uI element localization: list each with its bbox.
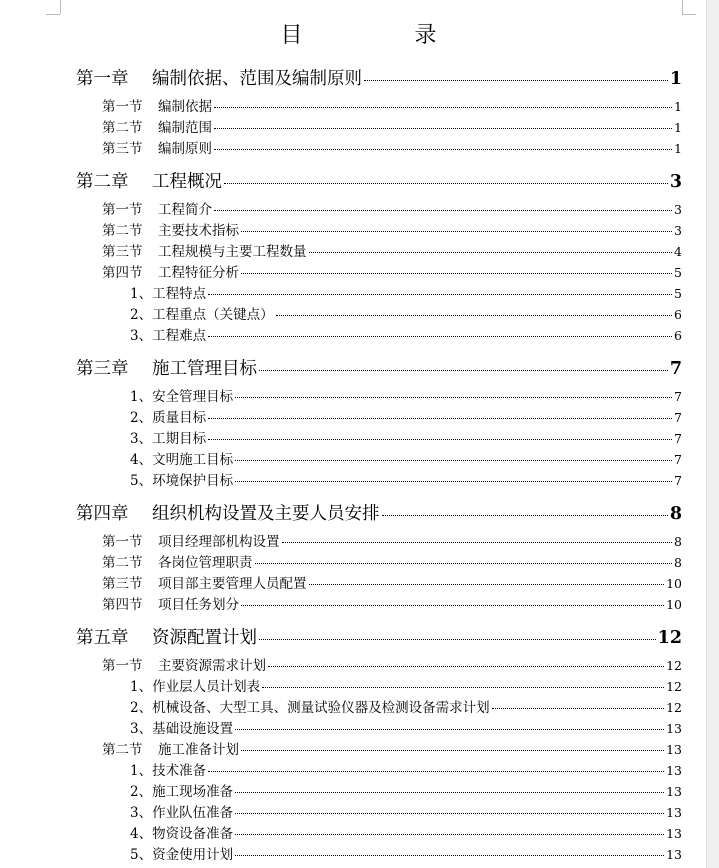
dot-leader bbox=[259, 370, 668, 371]
toc-page-number: 1 bbox=[674, 141, 682, 156]
title-char-left: 目 bbox=[280, 23, 305, 48]
toc-item[interactable] bbox=[76, 781, 682, 802]
title-char-right: 录 bbox=[414, 23, 439, 48]
toc-title: 编制依据、范围及编制原则 bbox=[152, 69, 362, 89]
dot-leader bbox=[382, 515, 668, 516]
table-of-contents bbox=[76, 60, 682, 865]
dot-leader bbox=[235, 481, 672, 482]
toc-page-number: 12 bbox=[666, 679, 682, 694]
toc-page-number: 13 bbox=[666, 721, 682, 736]
toc-page-number: 7 bbox=[674, 473, 682, 488]
toc-chapter[interactable] bbox=[76, 621, 682, 655]
toc-title: 1、安全管理目标 bbox=[130, 389, 234, 405]
dot-leader bbox=[235, 834, 664, 835]
toc-page-number: 5 bbox=[674, 286, 682, 301]
toc-section[interactable] bbox=[76, 739, 682, 760]
dot-leader bbox=[364, 80, 668, 81]
dot-leader bbox=[214, 107, 672, 108]
toc-item[interactable] bbox=[76, 676, 682, 697]
toc-number: 第二节 bbox=[102, 223, 143, 239]
toc-title: 主要技术指标 bbox=[158, 223, 239, 239]
toc-title: 各岗位管理职责 bbox=[158, 555, 253, 571]
toc-section[interactable] bbox=[76, 552, 682, 573]
toc-page-number: 7 bbox=[674, 452, 682, 467]
dot-leader bbox=[235, 813, 664, 814]
toc-number: 第三节 bbox=[102, 141, 143, 157]
toc-number: 第一节 bbox=[102, 202, 143, 218]
toc-title: 2、施工现场准备 bbox=[130, 784, 234, 800]
toc-item[interactable] bbox=[76, 823, 682, 844]
toc-title: 3、工期目标 bbox=[130, 431, 207, 447]
toc-page-number: 7 bbox=[674, 410, 682, 425]
toc-number: 第二章 bbox=[76, 172, 129, 192]
toc-number: 第一节 bbox=[102, 658, 143, 674]
toc-number: 第二节 bbox=[102, 120, 143, 136]
crop-mark bbox=[682, 14, 696, 15]
dot-leader bbox=[259, 639, 656, 640]
toc-title: 施工管理目标 bbox=[152, 359, 257, 379]
toc-title: 2、机械设备、大型工具、测量试验仪器及检测设备需求计划 bbox=[130, 700, 490, 716]
toc-page-number: 10 bbox=[666, 576, 682, 591]
toc-number: 第二节 bbox=[102, 742, 143, 758]
dot-leader bbox=[214, 149, 672, 150]
toc-title: 1、工程特点 bbox=[130, 286, 207, 302]
dot-leader bbox=[235, 397, 672, 398]
toc-number: 第三节 bbox=[102, 244, 143, 260]
dot-leader bbox=[241, 231, 672, 232]
toc-section[interactable] bbox=[76, 138, 682, 159]
toc-title: 主要资源需求计划 bbox=[158, 658, 266, 674]
crop-mark bbox=[682, 0, 683, 14]
toc-chapter[interactable] bbox=[76, 352, 682, 386]
dot-leader bbox=[235, 855, 664, 856]
toc-section[interactable] bbox=[76, 655, 682, 676]
toc-page-number: 1 bbox=[669, 69, 682, 89]
toc-item[interactable] bbox=[76, 449, 682, 470]
toc-page-number: 3 bbox=[669, 172, 682, 192]
toc-page-number: 13 bbox=[666, 826, 682, 841]
toc-section[interactable] bbox=[76, 117, 682, 138]
toc-title: 2、质量目标 bbox=[130, 410, 207, 426]
dot-leader bbox=[214, 210, 672, 211]
toc-number: 第四节 bbox=[102, 265, 143, 281]
toc-page-number: 13 bbox=[666, 847, 682, 862]
toc-page-number: 7 bbox=[669, 359, 682, 379]
dot-leader bbox=[309, 584, 665, 585]
toc-title: 编制范围 bbox=[158, 120, 212, 136]
toc-title: 3、作业队伍准备 bbox=[130, 805, 234, 821]
crop-mark bbox=[60, 0, 61, 14]
toc-title: 2、工程重点（关键点） bbox=[130, 307, 274, 323]
toc-page-number: 8 bbox=[669, 504, 682, 524]
toc-item[interactable] bbox=[76, 844, 682, 865]
dot-leader bbox=[282, 542, 673, 543]
page-title bbox=[0, 18, 719, 49]
toc-page-number: 1 bbox=[674, 99, 682, 114]
toc-section[interactable] bbox=[76, 96, 682, 117]
toc-title: 工程规模与主要工程数量 bbox=[158, 244, 307, 260]
toc-page-number: 1 bbox=[674, 120, 682, 135]
toc-title: 工程概况 bbox=[152, 172, 222, 192]
toc-title: 3、工程难点 bbox=[130, 328, 207, 344]
dot-leader bbox=[214, 128, 672, 129]
toc-item[interactable] bbox=[76, 407, 682, 428]
toc-item[interactable] bbox=[76, 802, 682, 823]
toc-section[interactable] bbox=[76, 594, 682, 615]
toc-page-number: 7 bbox=[674, 431, 682, 446]
toc-chapter[interactable] bbox=[76, 497, 682, 531]
toc-page-number: 5 bbox=[674, 265, 682, 280]
toc-page-number: 13 bbox=[666, 805, 682, 820]
scrollbar[interactable] bbox=[706, 0, 719, 868]
toc-section[interactable] bbox=[76, 220, 682, 241]
dot-leader bbox=[241, 605, 664, 606]
toc-title: 5、环境保护目标 bbox=[130, 473, 234, 489]
toc-item[interactable] bbox=[76, 697, 682, 718]
dot-leader bbox=[268, 666, 664, 667]
dot-leader bbox=[241, 273, 672, 274]
toc-number: 第一章 bbox=[76, 69, 129, 89]
dot-leader bbox=[208, 418, 672, 419]
toc-number: 第一节 bbox=[102, 534, 143, 550]
toc-title: 1、作业层人员计划表 bbox=[130, 679, 261, 695]
toc-page-number: 10 bbox=[666, 597, 682, 612]
toc-item[interactable] bbox=[76, 386, 682, 407]
toc-section[interactable] bbox=[76, 573, 682, 594]
dot-leader bbox=[224, 183, 668, 184]
dot-leader bbox=[208, 771, 664, 772]
toc-title: 组织机构设置及主要人员安排 bbox=[152, 504, 380, 524]
toc-title: 4、物资设备准备 bbox=[130, 826, 234, 842]
toc-page-number: 8 bbox=[674, 555, 682, 570]
toc-number: 第三章 bbox=[76, 359, 129, 379]
toc-page-number: 12 bbox=[657, 628, 682, 648]
toc-title: 编制依据 bbox=[158, 99, 212, 115]
toc-item[interactable] bbox=[76, 283, 682, 304]
toc-number: 第四节 bbox=[102, 597, 143, 613]
dot-leader bbox=[208, 439, 672, 440]
toc-title: 资源配置计划 bbox=[152, 628, 257, 648]
dot-leader bbox=[276, 315, 672, 316]
toc-title: 项目任务划分 bbox=[158, 597, 239, 613]
toc-section[interactable] bbox=[76, 531, 682, 552]
toc-page-number: 13 bbox=[666, 784, 682, 799]
toc-number: 第三节 bbox=[102, 576, 143, 592]
dot-leader bbox=[241, 750, 664, 751]
toc-number: 第二节 bbox=[102, 555, 143, 571]
dot-leader bbox=[235, 792, 664, 793]
toc-title: 工程简介 bbox=[158, 202, 212, 218]
toc-section[interactable] bbox=[76, 262, 682, 283]
toc-title: 4、文明施工目标 bbox=[130, 452, 234, 468]
toc-page-number: 6 bbox=[674, 307, 682, 322]
toc-item[interactable] bbox=[76, 718, 682, 739]
toc-title: 1、技术准备 bbox=[130, 763, 207, 779]
dot-leader bbox=[309, 252, 673, 253]
toc-section[interactable] bbox=[76, 199, 682, 220]
toc-item[interactable] bbox=[76, 470, 682, 491]
toc-page-number: 7 bbox=[674, 389, 682, 404]
toc-chapter[interactable] bbox=[76, 62, 682, 96]
toc-page-number: 6 bbox=[674, 328, 682, 343]
dot-leader bbox=[235, 460, 672, 461]
dot-leader bbox=[208, 336, 672, 337]
toc-number: 第四章 bbox=[76, 504, 129, 524]
toc-page-number: 8 bbox=[674, 534, 682, 549]
toc-number: 第五章 bbox=[76, 628, 129, 648]
toc-title: 工程特征分析 bbox=[158, 265, 239, 281]
toc-page-number: 4 bbox=[674, 244, 682, 259]
dot-leader bbox=[235, 729, 664, 730]
toc-title: 编制原则 bbox=[158, 141, 212, 157]
toc-section[interactable] bbox=[76, 241, 682, 262]
dot-leader bbox=[208, 294, 672, 295]
dot-leader bbox=[255, 563, 673, 564]
toc-title: 项目经理部机构设置 bbox=[158, 534, 280, 550]
toc-page-number: 13 bbox=[666, 742, 682, 757]
toc-title: 3、基础设施设置 bbox=[130, 721, 234, 737]
toc-item[interactable] bbox=[76, 760, 682, 781]
toc-number: 第一节 bbox=[102, 99, 143, 115]
toc-page-number: 12 bbox=[666, 700, 682, 715]
toc-item[interactable] bbox=[76, 325, 682, 346]
toc-title: 5、资金使用计划 bbox=[130, 847, 234, 863]
toc-title: 项目部主要管理人员配置 bbox=[158, 576, 307, 592]
toc-page-number: 3 bbox=[674, 202, 682, 217]
toc-chapter[interactable] bbox=[76, 165, 682, 199]
toc-item[interactable] bbox=[76, 304, 682, 325]
toc-page-number: 3 bbox=[674, 223, 682, 238]
toc-page-number: 13 bbox=[666, 763, 682, 778]
toc-title: 施工准备计划 bbox=[158, 742, 239, 758]
toc-item[interactable] bbox=[76, 428, 682, 449]
toc-page-number: 12 bbox=[666, 658, 682, 673]
crop-mark bbox=[46, 14, 60, 15]
dot-leader bbox=[492, 708, 665, 709]
dot-leader bbox=[262, 687, 664, 688]
